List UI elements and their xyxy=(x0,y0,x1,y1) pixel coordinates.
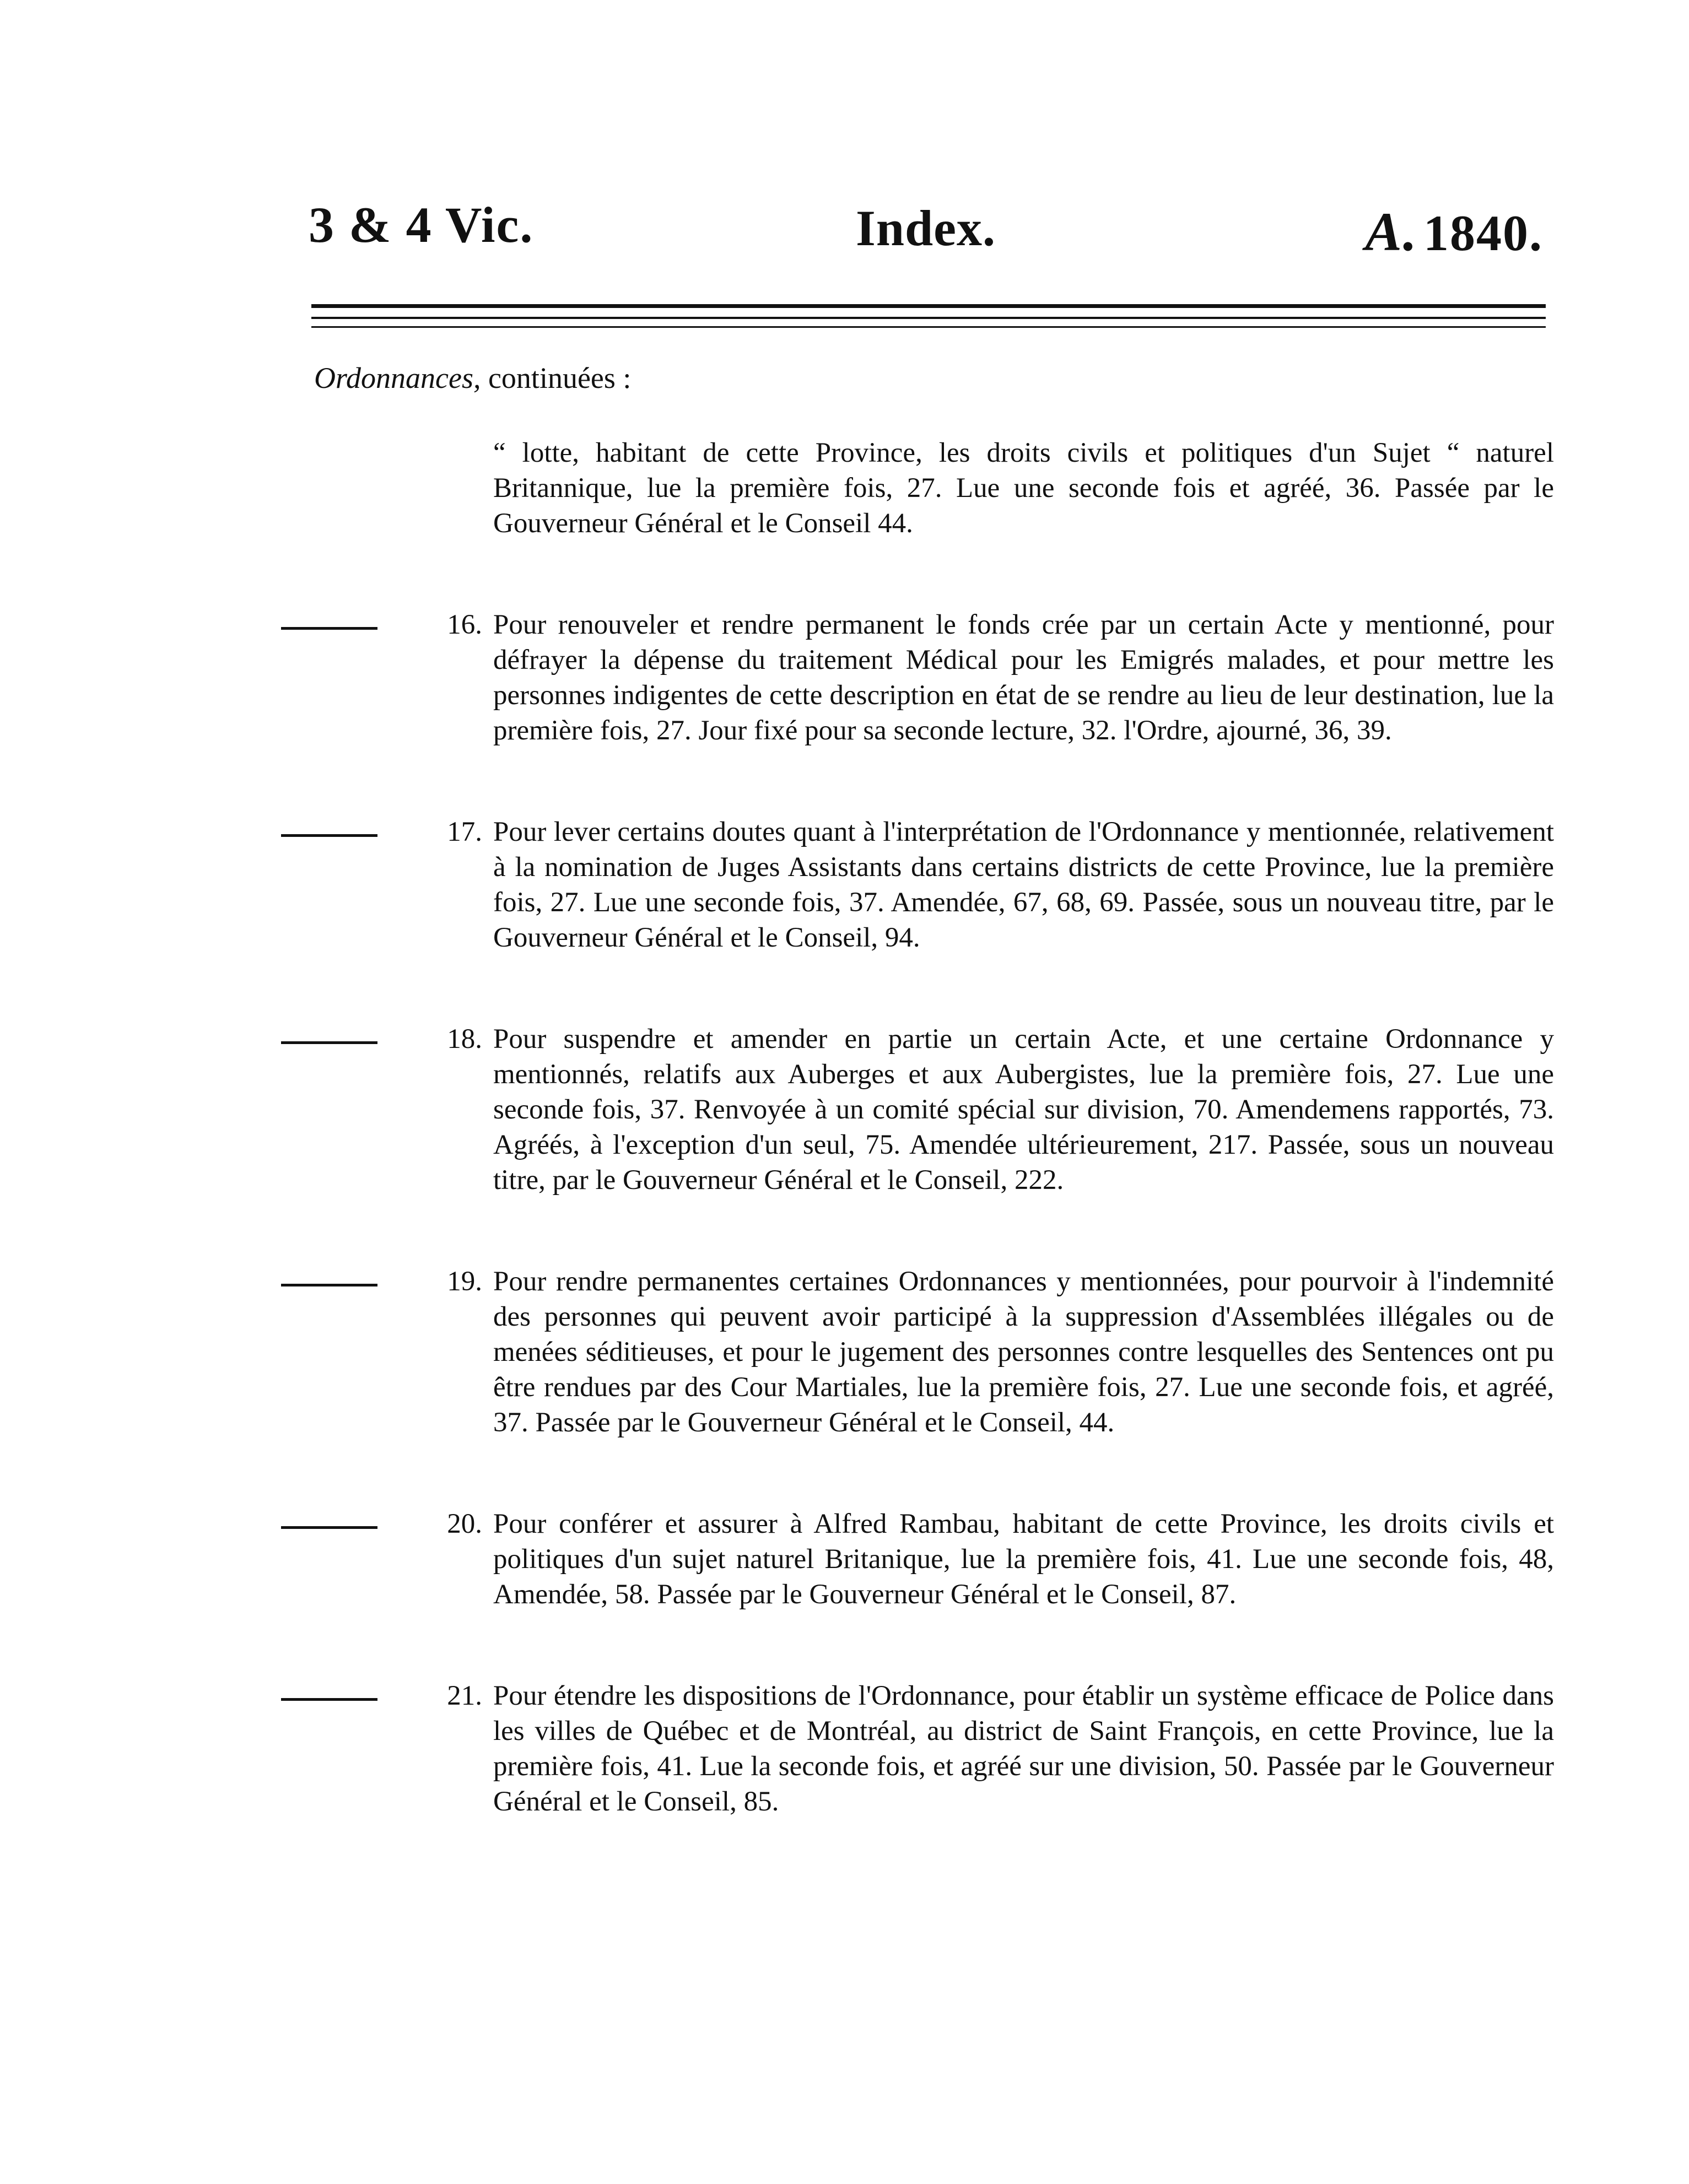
entry-text: Pour étendre les dispositions de l'Ordonnance, pour établir un système efficace de Police dans les villes de Québec et de Montréal, au district de Saint François, en cette Province, lue la première fois, 41. Lue la seconde fois, et agréé sur une division, 50. Passée par le Gouverneur Général et le Conseil, 85. xyxy=(493,1680,1554,1817)
entry-number: 21. xyxy=(447,1680,482,1711)
index-entry-20 xyxy=(276,1506,1554,1612)
running-head-year xyxy=(1365,200,1543,263)
running-head xyxy=(309,196,1543,278)
entry-text: “ lotte, habitant de cette Province, les droits civils et politiques d'un Sujet “ naturel Britannique, lue la première fois, 27. Lue une seconde fois et agréé, 36. Passée par le Gouverneur Général et le Conseil 44. xyxy=(493,437,1554,539)
entry-dash xyxy=(281,627,377,630)
entry-number: 17. xyxy=(447,817,482,847)
section-heading-rest: continuées : xyxy=(481,361,632,394)
entry-number: 18. xyxy=(447,1024,482,1055)
entry-text: Pour rendre permanentes certaines Ordonnances y mentionnées, pour pourvoir à l'indemnité des personnes qui peuvent avoir participé à la suppression d'Assemblées illégales ou de menées séditieuses, et pour le jugement des personnes contre lesquelles des Sentences ont pu être rendues par des Cour Martiales, lue la première fois, 27. Lue une seconde fois, et agréé, 37. Passée par le Gouverneur Général et le Conseil, 44. xyxy=(493,1266,1554,1438)
index-entry-21 xyxy=(276,1678,1554,1819)
section-heading xyxy=(314,361,631,395)
year-number: 1840. xyxy=(1423,205,1543,261)
entry-number: 19. xyxy=(447,1266,482,1297)
entry-text: Pour conférer et assurer à Alfred Rambau, habitant de cette Province, les droits civils et politiques d'un sujet naturel Britanique, lue la première fois, 41. Lue une seconde fois, 48, Amendée, 58. Passée par le Gouverneur Général et le Conseil, 87. xyxy=(493,1509,1554,1610)
entry-dash xyxy=(281,1041,377,1044)
entry-text: Pour suspendre et amender en partie un certain Acte, et une certaine Ordonnance y mentionnés, relatifs aux Auberges et aux Aubergistes, lue la première fois, 27. Lue une seconde fois, 37. Renvoyée à un comité spécial sur division, 70. Amendemens rapportés, 73. Agréés, à l'exception d'un seul, 75. Amendée ultérieurement, 217. Passée, sous un nouveau titre, par le Gouverneur Général et le Conseil, 222. xyxy=(493,1024,1554,1196)
entry-number: 16. xyxy=(447,609,482,640)
running-head-regnal-year: 3 & 4 Vic. xyxy=(309,197,534,253)
index-entries xyxy=(276,435,1554,1885)
entry-dash xyxy=(281,1284,377,1286)
entry-number: 20. xyxy=(447,1509,482,1539)
section-heading-term: Ordonnances, xyxy=(314,361,481,394)
continued-entry xyxy=(276,435,1554,541)
running-head-title: Index. xyxy=(856,200,996,256)
entry-text: Pour renouveler et rendre permanent le fonds crée par un certain Acte y mentionné, pour défrayer la dépense du traitement Médical pour les Emigrés malades, et pour mettre les personnes indigentes de cette description en état de se rendre au lieu de leur destination, lue la première fois, 27. Jour fixé pour sa seconde lecture, 32. l'Ordre, ajourné, 36, 39. xyxy=(493,609,1554,746)
entry-dash xyxy=(281,1698,377,1701)
entry-text: Pour lever certains doutes quant à l'interprétation de l'Ordonnance y mentionnée, relativement à la nomination de Juges Assistants dans certains districts de cette Province, lue la première fois, 27. Lue une seconde fois, 37. Amendée, 67, 68, 69. Passée, sous un nouveau titre, par le Gouverneur Général et le Conseil, 94. xyxy=(493,817,1554,953)
index-entry-19 xyxy=(276,1264,1554,1440)
anno-mark: A. xyxy=(1365,201,1418,262)
header-rule-thick xyxy=(311,304,1546,308)
header-rule-middle xyxy=(311,317,1546,319)
index-entry-17 xyxy=(276,814,1554,955)
index-entry-18 xyxy=(276,1021,1554,1198)
entry-dash xyxy=(281,1526,377,1529)
index-entry-16 xyxy=(276,607,1554,748)
header-rule-thin xyxy=(311,326,1546,328)
entry-dash xyxy=(281,834,377,837)
